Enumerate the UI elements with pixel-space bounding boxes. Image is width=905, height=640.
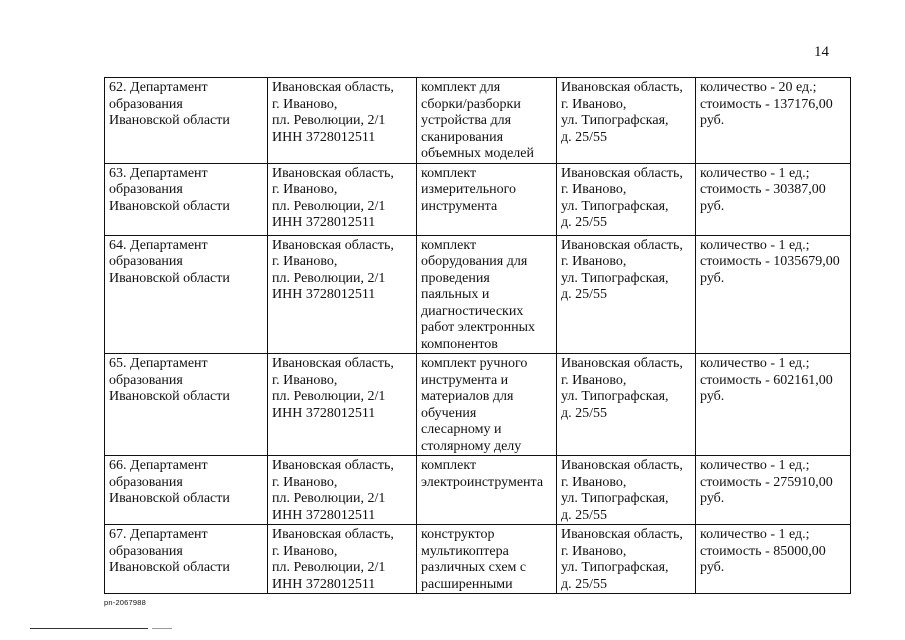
page-number: 14 bbox=[814, 44, 829, 60]
item-cell: комплект оборудования для проведения паяльных и диагностических работ электронных компонентов bbox=[417, 235, 557, 354]
organization-cell: 62. Департамент образования Ивановской области bbox=[105, 78, 268, 164]
table-row bbox=[105, 354, 851, 456]
organization-cell: 63. Департамент образования Ивановской области bbox=[105, 163, 268, 235]
quantity-cost-cell: количество - 1 ед.; стоимость - 30387,00 руб. bbox=[696, 163, 851, 235]
item-cell: комплект измерительного инструмента bbox=[417, 163, 557, 235]
location-cell: Ивановская область, г. Иваново, ул. Типографская, д. 25/55 bbox=[557, 163, 696, 235]
document-code: pn-2067988 bbox=[104, 598, 147, 607]
address-cell: Ивановская область, г. Иваново, пл. Революции, 2/1 ИНН 3728012511 bbox=[268, 78, 417, 164]
location-cell: Ивановская область, г. Иваново, ул. Типографская, д. 25/55 bbox=[557, 525, 696, 594]
quantity-cost-cell: количество - 20 ед.; стоимость - 137176,00 руб. bbox=[696, 78, 851, 164]
location-cell: Ивановская область, г. Иваново, ул. Типографская, д. 25/55 bbox=[557, 456, 696, 525]
table-row bbox=[105, 78, 851, 164]
organization-cell: 64. Департамент образования Ивановской области bbox=[105, 235, 268, 354]
quantity-cost-cell: количество - 1 ед.; стоимость - 275910,00 руб. bbox=[696, 456, 851, 525]
address-cell: Ивановская область, г. Иваново, пл. Революции, 2/1 ИНН 3728012511 bbox=[268, 354, 417, 456]
location-cell: Ивановская область, г. Иваново, ул. Типографская, д. 25/55 bbox=[557, 354, 696, 456]
table-row bbox=[105, 163, 851, 235]
quantity-cost-cell: количество - 1 ед.; стоимость - 602161,00 руб. bbox=[696, 354, 851, 456]
equipment-table bbox=[104, 77, 851, 594]
quantity-cost-cell: количество - 1 ед.; стоимость - 85000,00 руб. bbox=[696, 525, 851, 594]
organization-cell: 66. Департамент образования Ивановской области bbox=[105, 456, 268, 525]
location-cell: Ивановская область, г. Иваново, ул. Типографская, д. 25/55 bbox=[557, 78, 696, 164]
footer-divider bbox=[30, 628, 148, 629]
item-cell: комплект ручного инструмента и материалов для обучения слесарному и столярному делу bbox=[417, 354, 557, 456]
table-row bbox=[105, 235, 851, 354]
location-cell: Ивановская область, г. Иваново, ул. Типографская, д. 25/55 bbox=[557, 235, 696, 354]
footer-divider-short bbox=[152, 628, 172, 629]
organization-cell: 67. Департамент образования Ивановской области bbox=[105, 525, 268, 594]
table-row bbox=[105, 456, 851, 525]
item-cell: комплект для сборки/разборки устройства для сканирования объемных моделей bbox=[417, 78, 557, 164]
address-cell: Ивановская область, г. Иваново, пл. Революции, 2/1 ИНН 3728012511 bbox=[268, 235, 417, 354]
address-cell: Ивановская область, г. Иваново, пл. Революции, 2/1 ИНН 3728012511 bbox=[268, 456, 417, 525]
organization-cell: 65. Департамент образования Ивановской области bbox=[105, 354, 268, 456]
address-cell: Ивановская область, г. Иваново, пл. Революции, 2/1 ИНН 3728012511 bbox=[268, 525, 417, 594]
table-row bbox=[105, 525, 851, 594]
item-cell: комплект электроинструмента bbox=[417, 456, 557, 525]
address-cell: Ивановская область, г. Иваново, пл. Революции, 2/1 ИНН 3728012511 bbox=[268, 163, 417, 235]
item-cell: конструктор мультикоптера различных схем с расширенными bbox=[417, 525, 557, 594]
quantity-cost-cell: количество - 1 ед.; стоимость - 1035679,00 руб. bbox=[696, 235, 851, 354]
